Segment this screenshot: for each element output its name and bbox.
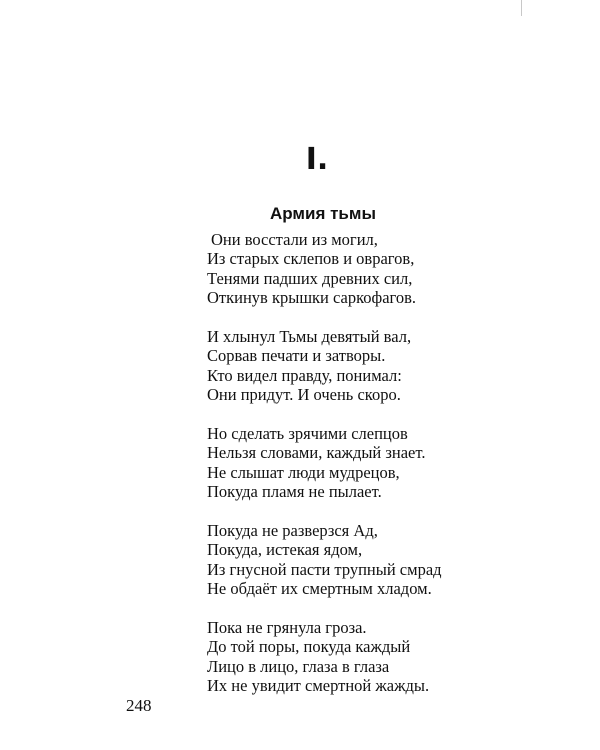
stanza-3 [207, 424, 442, 502]
page-edge-mark [521, 0, 522, 16]
poem-line: Сорвав печати и затворы. [207, 346, 386, 366]
section-numeral: I. [305, 142, 329, 177]
poem-line: Покуда, истекая ядом, [207, 540, 363, 560]
poem-line: Их не увидит смертной жажды. [207, 676, 430, 696]
poem-body [207, 230, 442, 715]
poem-line: Кто видел правду, понимал: [207, 365, 402, 385]
page-number: 248 [126, 696, 152, 715]
poem-line: Из старых склепов и оврагов, [207, 249, 415, 269]
poem-line: Пока не грянула гроза. [207, 618, 367, 638]
stanza-2 [207, 327, 442, 405]
stanza-1 [207, 230, 442, 308]
poem-line: Они восстали из могил, [211, 230, 378, 249]
poem-line: Покуда пламя не пылает. [207, 482, 382, 502]
poem-line: Не обдаёт их смертным хладом. [207, 579, 432, 599]
poem-line: Откинув крышки саркофагов. [207, 288, 417, 308]
poem-line: Тенями падших древних сил, [207, 268, 413, 288]
poem-line: Они придут. И очень скоро. [207, 385, 401, 405]
stanza-4 [207, 521, 442, 599]
poem-line: Покуда не разверзся Ад, [207, 521, 378, 541]
poem-line: И хлынул Тьмы девятый вал, [207, 327, 412, 347]
poem-line: Лицо в лицо, глаза в глаза [207, 656, 390, 676]
stanza-5 [207, 618, 442, 696]
poem-line: Не слышат люди мудрецов, [207, 462, 400, 482]
poem-line: Но сделать зрячими слепцов [207, 424, 408, 444]
poem-line: Из гнусной пасти трупный смрад [207, 559, 442, 579]
poem-line: До той поры, покуда каждый [207, 637, 411, 657]
poem-line: Нельзя словами, каждый знает. [207, 443, 426, 463]
poem-title: Армия тьмы [270, 204, 376, 223]
